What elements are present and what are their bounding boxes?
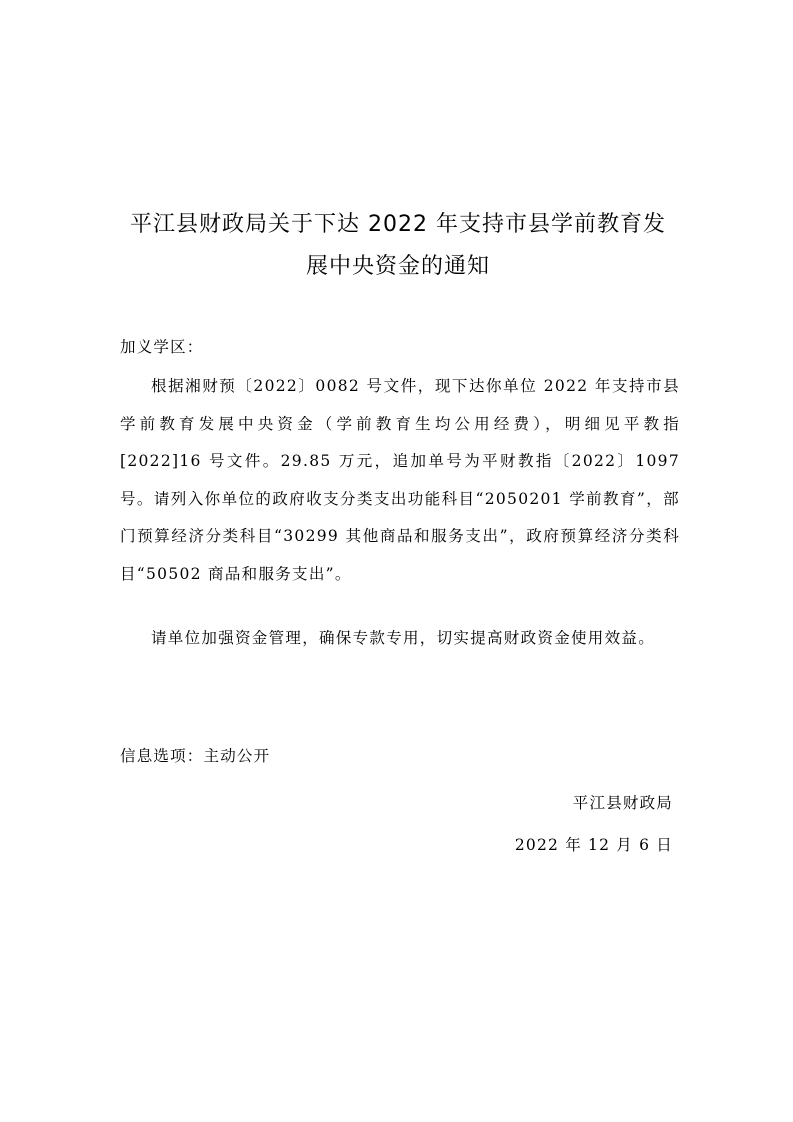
issue-date: 2022 年 12 月 6 日 bbox=[514, 836, 673, 854]
body-paragraph-2: 请单位加强资金管理，确保专款专用，切实提高财政资金使用效益。 bbox=[151, 629, 656, 647]
document-title-line-1: 平江县财政局关于下达 2022 年支持市县学前教育发 bbox=[130, 212, 666, 237]
issuer-signature: 平江县财政局 bbox=[572, 794, 673, 812]
disclosure-option: 信息选项：主动公开 bbox=[120, 747, 271, 765]
document-title-line-2: 展中央资金的通知 bbox=[305, 254, 490, 279]
body-paragraph-1: 根据湘财预〔2022〕0082 号文件，现下达你单位 2022 年支持市县学前教育发展中央资金（学前教育生均公用经费），明细见平教指[2022]16 号文件。29.85 万元，追加单号为平财教指〔2022〕1097 号。请列入你单位的政府收支分类支出功能科目“2050201 学前教育”，部门预算经济分类科目“30299 其他商品和服务支出”，政府预算经济分类科目“50502 商品和服务支出”。 bbox=[120, 377, 680, 583]
addressee: 加义学区： bbox=[120, 338, 204, 356]
